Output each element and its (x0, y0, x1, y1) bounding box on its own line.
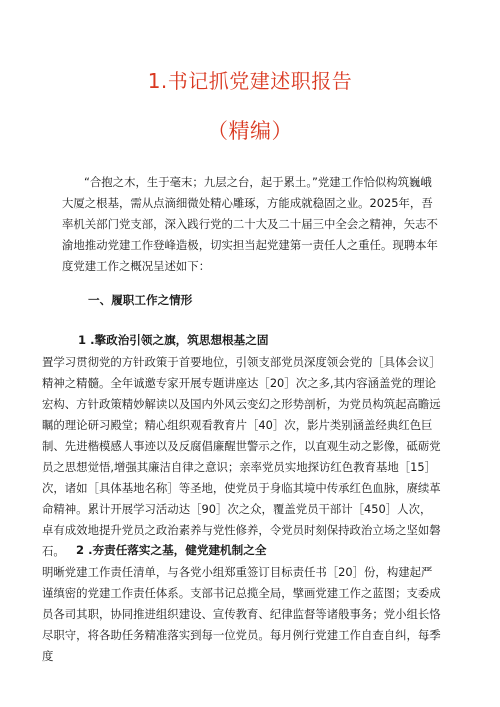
document-subtitle: （精编） (207, 119, 293, 143)
subsection-heading-2: 2 .夯责任落实之基，健党建机制之全 (76, 543, 267, 557)
subsection-heading-1: 1 .擎政治引领之旗，筑思想根基之固 (78, 333, 269, 347)
document-title: 1.书记抓党建述职报告 (147, 69, 353, 93)
section-heading: 一、履职工作之情形 (88, 293, 193, 307)
subsection-body-1: 置学习贯彻党的方针政策于首要地位，引领支部党员深度领会党的［具体会议］精神之精髓。全年诚邀专家开展专题讲座达［20］次之多,其内容涵盖党的理论宏构、方针政策精妙解读以及国内外风云变幻之形势剖析，为党员构筑起高瞻远瞩的理论研习殿堂；精心组织观看教育片［40］次，影片类别涵盖经典红色巨制、先进楷模感人事迹以及反腐倡廉醒世警示之作，以直观生动之影像，砥砺党员之思想觉悟,增强其廉洁自律之意识；亲率党员实地探访红色教育基地［15］次，诸如［具体基地名称］等圣地，使党员于身临其境中传承红色血脉，赓续革命精神。累计开展学习活动达［90］次之众，覆盖党员干部计［450］人次，卓有成效地提升党员之政治素养与党性修养，令党员时刻保持政治立场之坚如磐石。 (42, 355, 441, 558)
subsection-body-2: 明晰党建工作责任清单，与各党小组郑重签订目标责任书［20］份，构建起严谨缜密的党建工作责任体系。支部书记总揽全局，擘画党建工作之蓝图；支委成员各司其职，协同推进组织建设、宣传教育、纪律监督等诸般事务；党小组长恪尽职守，将各助任务精准落实到每一位党员。每月例行党建工作自查自纠，每季度 (42, 565, 441, 663)
intro-paragraph: “合抱之木，生于毫末；九层之台，起于累土。”党建工作恰似构筑巍峨大厦之根基，需从点滴细微处精心雕琢，方能成就稳固之业。2025年，吾率机关部门党支部，深入践行党的二十大及二十届三中全会之精神，矢志不渝地推动党建工作登峰造极，切实担当起党建第一责任人之重任。现聘本年度党建工作之概况呈述如下： (62, 175, 438, 273)
